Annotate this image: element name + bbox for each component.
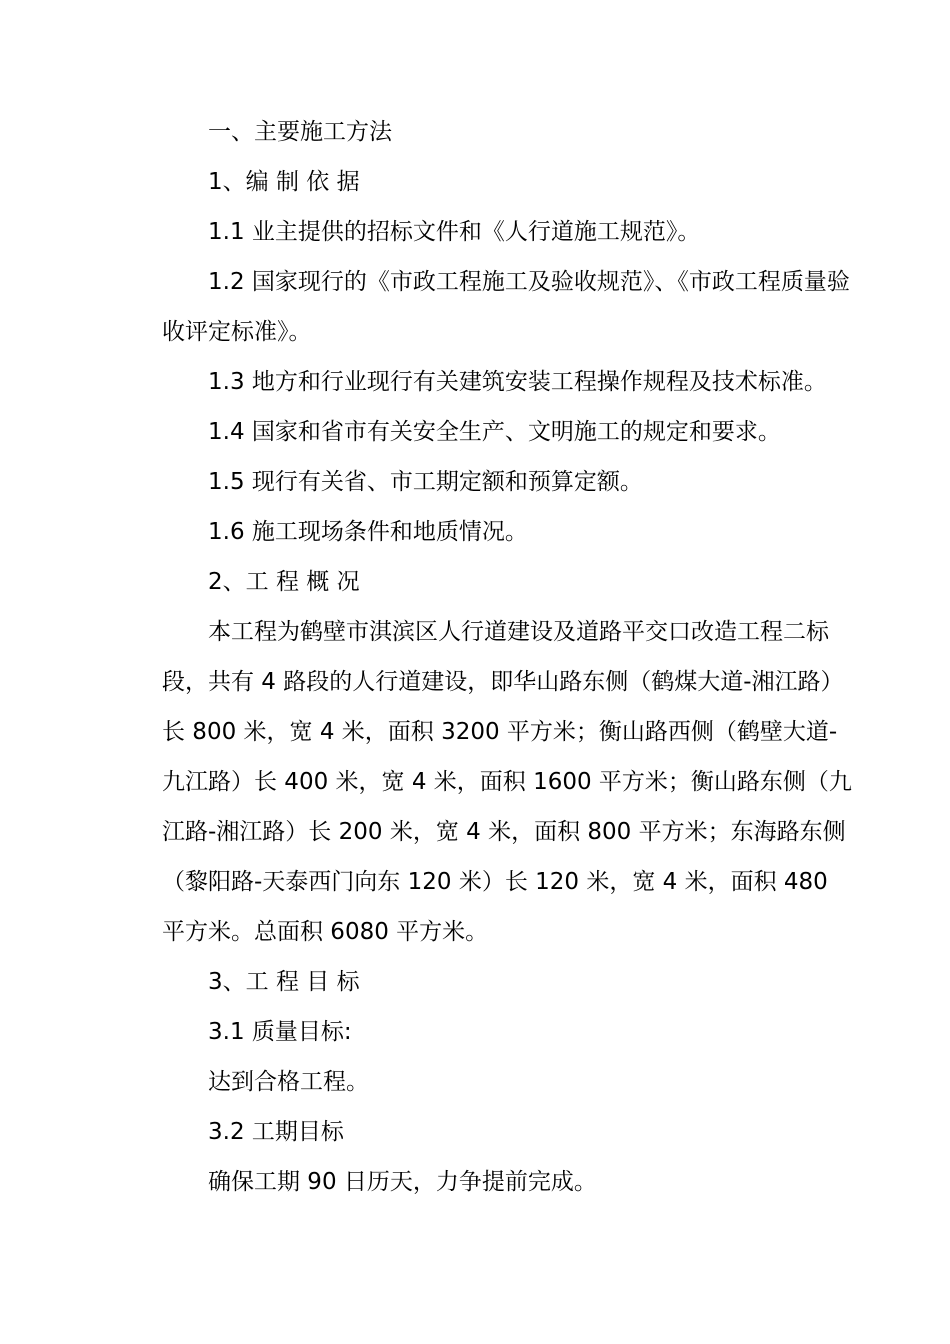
subsection-heading-basis: 1、编 制 依 据	[208, 169, 360, 195]
subsection-heading-overview: 2、工 程 概 况	[208, 569, 360, 595]
schedule-goal-text: 确保工期 90 日历天，力争提前完成。	[208, 1169, 597, 1195]
basis-item-1-2: 1.2 国家现行的《市政工程施工及验收规范》、《市政工程质量验收评定标准》。	[162, 269, 850, 345]
document-page	[162, 107, 852, 1207]
quality-goal-text: 达到合格工程。	[208, 1069, 369, 1095]
schedule-goal-heading: 3.2 工期目标	[208, 1119, 344, 1145]
overview-paragraph: 本工程为鹤壁市淇滨区人行道建设及道路平交口改造工程二标段，共有 4 路段的人行道建设，即华山路东侧（鹤煤大道-湘江路）长 800 米，宽 4 米，面积 3200 平方米；衡山路西侧（鹤壁大道-九江路）长 400 米，宽 4 米，面积 1600 平方米；衡山路东侧（九江路-湘江路）长 200 米，宽 4 米，面积 800 平方米；东海路东侧（黎阳路-天泰西门向东 120 米）长 120 米，宽 4 米，面积 480 平方米。总面积 6080 平方米。	[162, 619, 852, 945]
basis-item-1-3: 1.3 地方和行业现行有关建筑安装工程操作规程及技术标准。	[208, 369, 827, 395]
subsection-heading-goals: 3、工 程 目 标	[208, 969, 360, 995]
basis-item-1-5: 1.5 现行有关省、市工期定额和预算定额。	[208, 469, 643, 495]
section-heading: 一、主要施工方法	[208, 119, 392, 145]
basis-item-1-6: 1.6 施工现场条件和地质情况。	[208, 519, 528, 545]
basis-item-1-1: 1.1 业主提供的招标文件和《人行道施工规范》。	[208, 219, 701, 245]
quality-goal-heading: 3.1 质量目标:	[208, 1019, 352, 1045]
basis-item-1-4: 1.4 国家和省市有关安全生产、文明施工的规定和要求。	[208, 419, 781, 445]
